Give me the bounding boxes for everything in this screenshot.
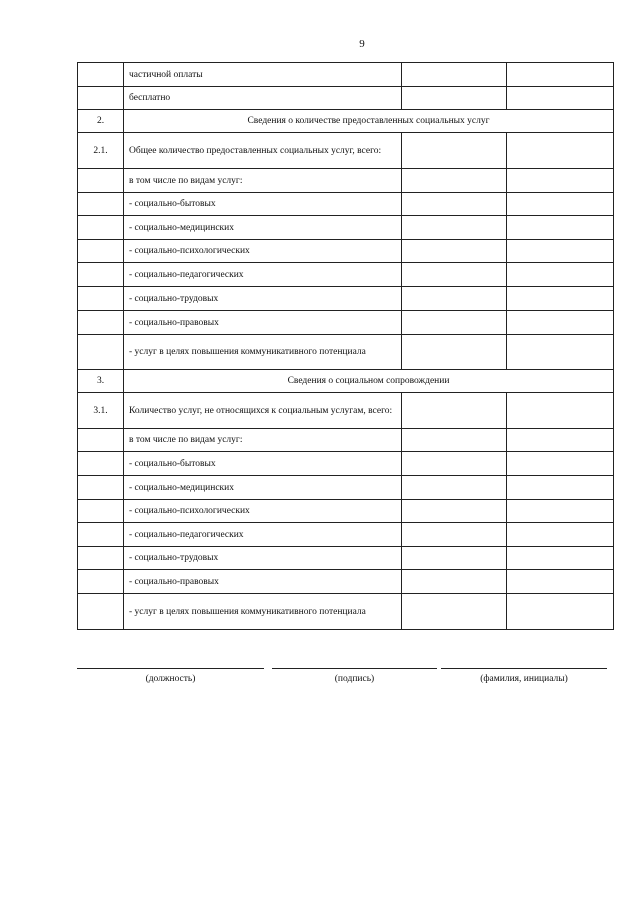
row-label: - социально-трудовых (124, 287, 402, 311)
table-row (78, 523, 614, 547)
value-cell-1[interactable] (402, 393, 507, 429)
row-number (78, 500, 124, 523)
value-cell-1[interactable] (402, 240, 507, 263)
row-label: - социально-педагогических (124, 263, 402, 287)
value-cell-2[interactable] (507, 570, 614, 594)
row-label: - социально-правовых (124, 311, 402, 335)
value-cell-2[interactable] (507, 311, 614, 335)
value-cell-2[interactable] (507, 476, 614, 500)
value-cell-2[interactable] (507, 287, 614, 311)
row-label: частичной оплаты (124, 63, 402, 87)
value-cell-2[interactable] (507, 63, 614, 87)
value-cell-2[interactable] (507, 452, 614, 476)
value-cell-2[interactable] (507, 216, 614, 240)
table-row (78, 429, 614, 452)
table-row (78, 87, 614, 110)
signature-caption: (подпись) (334, 674, 375, 684)
signature-block-position (77, 668, 264, 684)
table-row (78, 193, 614, 216)
row-number: 2. (78, 110, 124, 133)
table-row (78, 263, 614, 287)
row-number (78, 429, 124, 452)
signature-block-name (441, 668, 607, 684)
value-cell-2[interactable] (507, 393, 614, 429)
value-cell-1[interactable] (402, 133, 507, 169)
section-row (78, 110, 614, 133)
row-label: в том числе по видам услуг: (124, 429, 402, 452)
position-line[interactable] (77, 668, 264, 669)
table-row (78, 169, 614, 193)
row-label: Количество услуг, не относящихся к социальным услугам, всего: (124, 393, 402, 429)
row-number: 3. (78, 370, 124, 393)
value-cell-2[interactable] (507, 594, 614, 630)
value-cell-1[interactable] (402, 452, 507, 476)
row-number (78, 311, 124, 335)
row-number (78, 87, 124, 110)
value-cell-1[interactable] (402, 547, 507, 570)
row-number (78, 169, 124, 193)
row-label: - услуг в целях повышения коммуникативного потенциала (124, 594, 402, 630)
value-cell-1[interactable] (402, 63, 507, 87)
table-row (78, 287, 614, 311)
row-number (78, 63, 124, 87)
value-cell-1[interactable] (402, 287, 507, 311)
value-cell-2[interactable] (507, 500, 614, 523)
table-row (78, 216, 614, 240)
value-cell-2[interactable] (507, 335, 614, 370)
value-cell-2[interactable] (507, 193, 614, 216)
table-row (78, 393, 614, 429)
row-number: 3.1. (78, 393, 124, 429)
table-row (78, 500, 614, 523)
value-cell-1[interactable] (402, 476, 507, 500)
value-cell-1[interactable] (402, 263, 507, 287)
row-label: - социально-психологических (124, 240, 402, 263)
row-number (78, 523, 124, 547)
table-row (78, 570, 614, 594)
table-row (78, 476, 614, 500)
value-cell-1[interactable] (402, 216, 507, 240)
row-label: - социально-бытовых (124, 193, 402, 216)
name-line[interactable] (441, 668, 607, 669)
value-cell-1[interactable] (402, 335, 507, 370)
signature-block-signature (272, 668, 437, 684)
value-cell-2[interactable] (507, 240, 614, 263)
section-title: Сведения о социальном сопровождении (124, 370, 614, 393)
row-label: - социально-трудовых (124, 547, 402, 570)
row-number (78, 594, 124, 630)
table-row (78, 133, 614, 169)
row-number (78, 193, 124, 216)
row-number (78, 335, 124, 370)
table-row (78, 335, 614, 370)
table-row (78, 452, 614, 476)
value-cell-2[interactable] (507, 523, 614, 547)
row-label: - услуг в целях повышения коммуникативного потенциала (124, 335, 402, 370)
section-title: Сведения о количестве предоставленных социальных услуг (124, 110, 614, 133)
row-number (78, 240, 124, 263)
row-label: - социально-медицинских (124, 216, 402, 240)
value-cell-2[interactable] (507, 263, 614, 287)
row-number (78, 216, 124, 240)
table-row (78, 240, 614, 263)
row-label: - социально-педагогических (124, 523, 402, 547)
row-label: Общее количество предоставленных социальных услуг, всего: (124, 133, 402, 169)
page-number: 9 (359, 38, 365, 50)
value-cell-1[interactable] (402, 429, 507, 452)
row-number (78, 570, 124, 594)
row-number (78, 476, 124, 500)
position-caption: (должность) (145, 674, 196, 684)
row-label: бесплатно (124, 87, 402, 110)
row-label: в том числе по видам услуг: (124, 169, 402, 193)
value-cell-1[interactable] (402, 311, 507, 335)
section-row (78, 370, 614, 393)
signature-line[interactable] (272, 668, 437, 669)
value-cell-1[interactable] (402, 500, 507, 523)
row-number (78, 263, 124, 287)
value-cell-2[interactable] (507, 429, 614, 452)
row-number (78, 287, 124, 311)
value-cell-2[interactable] (507, 87, 614, 110)
report-table (77, 62, 614, 630)
name-caption: (фамилия, инициалы) (480, 674, 568, 684)
row-label: - социально-правовых (124, 570, 402, 594)
row-number (78, 452, 124, 476)
value-cell-1[interactable] (402, 523, 507, 547)
value-cell-1[interactable] (402, 594, 507, 630)
value-cell-2[interactable] (507, 169, 614, 193)
value-cell-2[interactable] (507, 547, 614, 570)
value-cell-1[interactable] (402, 169, 507, 193)
row-label: - социально-медицинских (124, 476, 402, 500)
row-label: - социально-бытовых (124, 452, 402, 476)
value-cell-1[interactable] (402, 570, 507, 594)
row-number (78, 547, 124, 570)
value-cell-1[interactable] (402, 193, 507, 216)
value-cell-2[interactable] (507, 133, 614, 169)
table-row (78, 594, 614, 630)
row-number: 2.1. (78, 133, 124, 169)
row-label: - социально-психологических (124, 500, 402, 523)
table-row (78, 547, 614, 570)
table-row (78, 311, 614, 335)
table-row (78, 63, 614, 87)
value-cell-1[interactable] (402, 87, 507, 110)
